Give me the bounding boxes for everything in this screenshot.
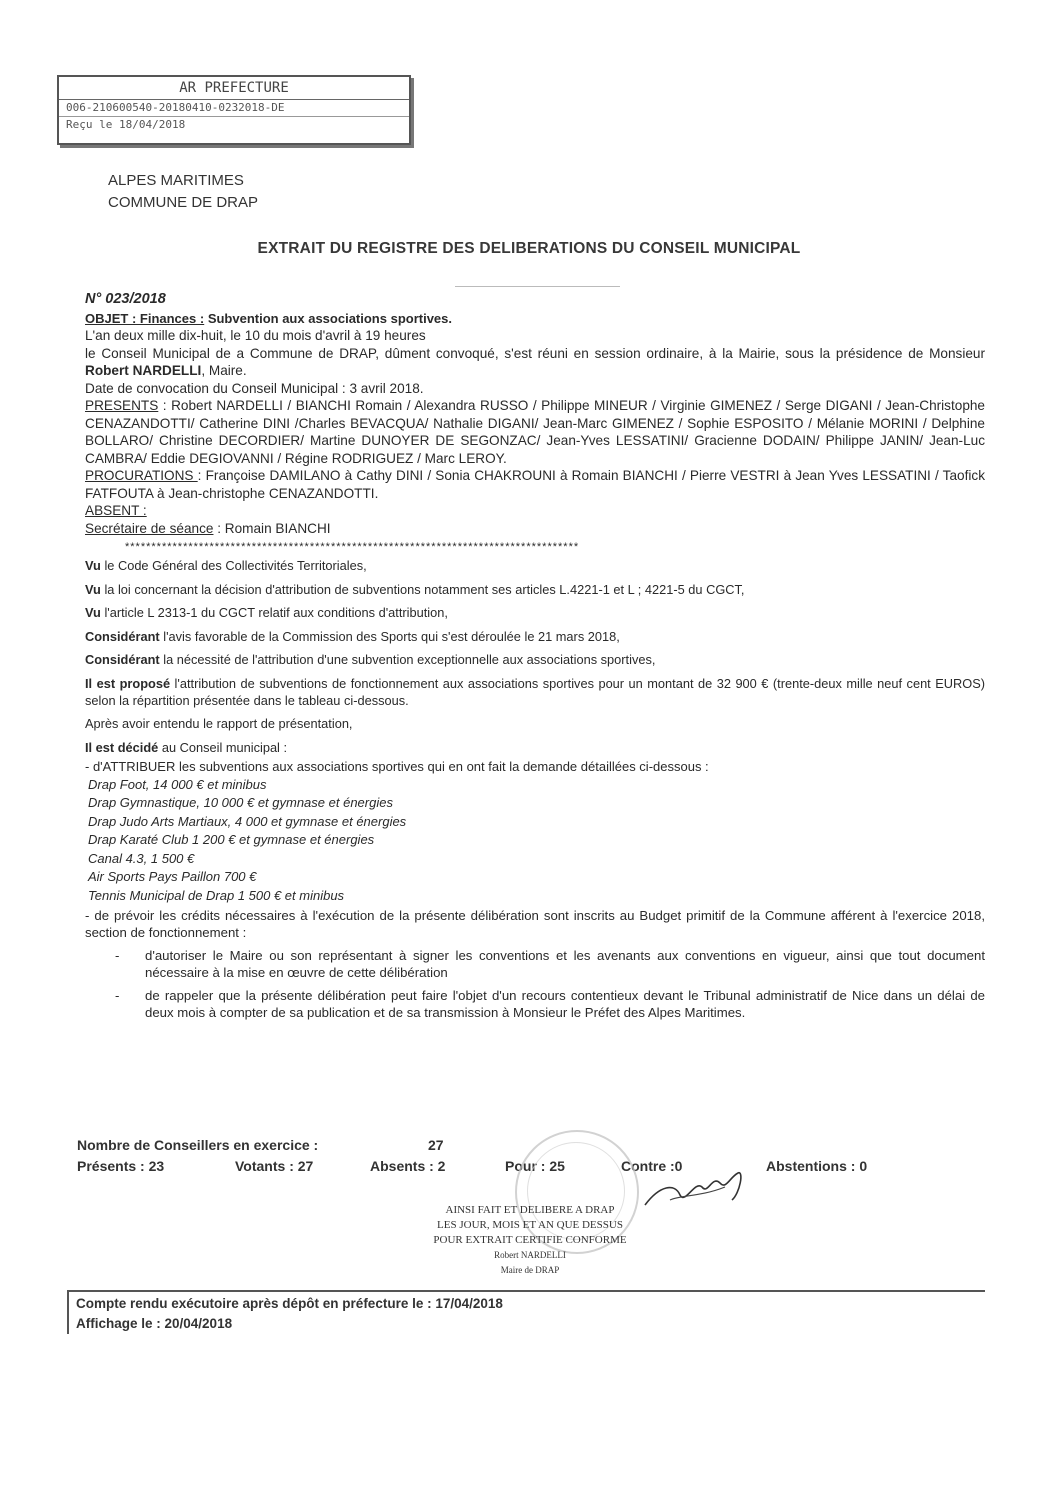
secretaire-label: Secrétaire de séance: [85, 520, 214, 536]
considerant-keyword: Considérant: [85, 628, 160, 644]
commune-name: COMMUNE DE DRAP: [108, 194, 259, 211]
votants-count: Votants : 27: [235, 1158, 314, 1174]
document-title: EXTRAIT DU REGISTRE DES DELIBERATIONS DU CONSEIL MUNICIPAL: [257, 240, 801, 257]
proposition: [85, 675, 985, 709]
presents-label: PRESENTS: [85, 398, 159, 413]
stars-separator: **************************************************************************************: [125, 541, 580, 553]
conseillers-value: 27: [428, 1137, 444, 1153]
prefecture-title: AR PREFECTURE: [59, 77, 409, 100]
intro-session-text: le Conseil Municipal de a Commune de DRAP, dûment convoqué, s'est réuni en session ordinaire, à la Mairie, sous la présidence de Monsieur: [85, 345, 985, 361]
considerant-keyword: Considérant: [85, 652, 160, 667]
intro-session-end: , Maire.: [201, 363, 247, 378]
vu-keyword: Vu: [85, 558, 101, 573]
considerant-necessite: [85, 651, 985, 668]
prefecture-receipt-box: [57, 75, 411, 145]
deliberation-body: [85, 291, 985, 1021]
footer-box: [67, 1290, 985, 1334]
pour-count: Pour : 25: [505, 1158, 565, 1174]
intro-date: L'an deux mille dix-huit, le 10 du mois d'avril à 19 heures: [85, 328, 426, 343]
considerant-necessite-text: la nécessité de l'attribution d'une subvention exceptionnelle aux associations sportives,: [159, 652, 656, 667]
considerant-commission-text: l'avis favorable de la Commission des Sports qui s'est déroulée le 21 mars 2018,: [159, 628, 620, 644]
vu-loi-text: la loi concernant la décision d'attribution de subventions notamment ses articles L.4221-1 et L ; 4221-5 du CGCT,: [100, 581, 745, 597]
association-item: Canal 4.3, 1 500 €: [88, 850, 195, 866]
vu-code-text: le Code Général des Collectivités Territoriales,: [100, 558, 367, 573]
association-item: Tennis Municipal de Drap 1 500 € et minibus: [88, 887, 345, 903]
propose-keyword: Il est proposé: [85, 675, 171, 691]
absents-count: Absents : 2: [370, 1158, 446, 1174]
apres-rapport: Après avoir entendu le rapport de présentation,: [85, 716, 353, 731]
vu-article-text: l'article L 2313-1 du CGCT relatif aux conditions d'attribution,: [100, 605, 448, 620]
title-divider: [455, 286, 620, 287]
presents-list: : Robert NARDELLI / BIANCHI Romain / Alexandra RUSSO / Philippe MINEUR / Virginie GIMENEZ / Serge DIGANI / Jean-Christophe CENAZANDOTTI/ Catherine DINI /Charles BEVACQUA/ Nathalie DIGANI/ Jean-Marc GIMENEZ / Sophie ESPOSITO / Mélanie MORINI / Delphine BOLLARO/ Christine DECORDIER/ Martine DUNOYER DE SEGONZAC/ Jean-Yves LESSATINI/ Gracienne DODAIN/ Philippe JANIN/ Jean-Luc CAMBRA/ Eddie DEGIOVANNI / Régine RODRIGUEZ / Marc LEROY.: [85, 398, 985, 466]
abstentions-count: Abstentions : 0: [766, 1158, 868, 1174]
mayor-name: Robert NARDELLI: [85, 363, 202, 378]
prefecture-reference: 006-210600540-20180410-0232018-DE: [59, 100, 409, 117]
prefecture-received-date: Reçu le 18/04/2018: [66, 118, 186, 131]
vu-keyword: Vu: [85, 605, 101, 620]
objet-label: OBJET : Finances :: [85, 310, 205, 326]
association-item: Drap Judo Arts Martiaux, 4 000 et gymnase et énergies: [88, 813, 407, 829]
objet-line: [85, 310, 985, 328]
department-name: ALPES MARITIMES: [108, 172, 244, 189]
commune-header: [108, 170, 258, 214]
signature-line-4: Robert NARDELLI: [494, 1250, 566, 1260]
considerant-commission: [85, 628, 985, 645]
deliberation-number: N° 023/2018: [85, 291, 166, 307]
contre-count: Contre :0: [621, 1158, 683, 1174]
rappel-recours: - de rappeler que la présente délibération peut faire l'objet d'un recours contentieux devant le Tribunal administratif de Nice dans un délai de deux mois à compter de sa publication et de sa transmission à Monsieur le Préfet des Alpes Maritimes.: [145, 987, 985, 1021]
decide-keyword: Il est décidé: [85, 739, 159, 755]
objet-text: Subvention aux associations sportives.: [204, 310, 452, 326]
signature-block: [380, 1203, 680, 1278]
vu-loi: [85, 581, 985, 598]
decision-text: au Conseil municipal :: [158, 739, 288, 755]
decision-points: [85, 947, 985, 1021]
autoriser-maire: - d'autoriser le Maire ou son représentant à signer les conventions et les avenants aux conventions en vigueur, ainsi que tout document nécessaire à la mise en œuvre de cette délibération: [145, 947, 985, 981]
vu-article: [85, 604, 985, 621]
association-item: Drap Gymnastique, 10 000 € et gymnase et énergies: [88, 795, 393, 810]
association-item: Drap Foot, 14 000 € et minibus: [88, 776, 267, 792]
attribuer-line: - d'ATTRIBUER les subventions aux associations sportives qui en ont fait la demande détaillées ci-dessous :: [85, 759, 709, 774]
vu-code: [85, 557, 985, 574]
association-item: Drap Karaté Club 1 200 € et gymnase et énergies: [88, 832, 375, 847]
conseillers-label: Nombre de Conseillers en exercice :: [77, 1137, 319, 1153]
procurations-label: PROCURATIONS: [85, 468, 198, 483]
presents-paragraph: [85, 397, 985, 467]
affichage-date: Affichage le : 20/04/2018: [76, 1316, 233, 1331]
intro-session: [85, 345, 985, 380]
absent-label: ABSENT :: [85, 503, 147, 518]
procurations-list: : Françoise DAMILANO à Cathy DINI / Sonia CHAKROUNI à Romain BIANCHI / Pierre VESTRI à Jean Yves LESSATINI / Taofick FATFOUTA à Jean-christophe CENAZANDOTTI.: [85, 468, 985, 501]
procurations-paragraph: [85, 467, 985, 502]
convocation-date: Date de convocation du Conseil Municipal : 3 avril 2018.: [85, 380, 424, 396]
associations-list: [85, 776, 985, 906]
association-item: Air Sports Pays Paillon 700 €: [88, 869, 257, 884]
secretaire-name: : Romain BIANCHI: [213, 520, 331, 536]
compte-rendu-date: Compte rendu exécutoire après dépôt en préfecture le : 17/04/2018: [76, 1296, 503, 1311]
proposition-text: l'attribution de subventions de fonctionnement aux associations sportives pour un montant de 32 900 € (trente-deux mille neuf cent EUROS) selon la répartition présentée dans le tableau ci-dessous.: [85, 675, 985, 708]
signature-line-1: AINSI FAIT ET DELIBERE A DRAP: [445, 1204, 615, 1216]
prevoir-credits: - de prévoir les crédits nécessaires à l'exécution de la présente délibération sont inscrits au Budget primitif de la Commune afférent à l'exercice 2018, section de fonctionnement :: [85, 908, 985, 940]
signature-line-5: Maire de DRAP: [500, 1265, 560, 1275]
vu-keyword: Vu: [85, 581, 101, 597]
secretaire-line: [85, 520, 985, 538]
signature-line-3: POUR EXTRAIT CERTIFIE CONFORME: [433, 1234, 627, 1246]
signature-line-2: LES JOUR, MOIS ET AN QUE DESSUS: [437, 1219, 623, 1231]
presents-count: Présents : 23: [77, 1158, 165, 1174]
decision: [85, 739, 985, 756]
